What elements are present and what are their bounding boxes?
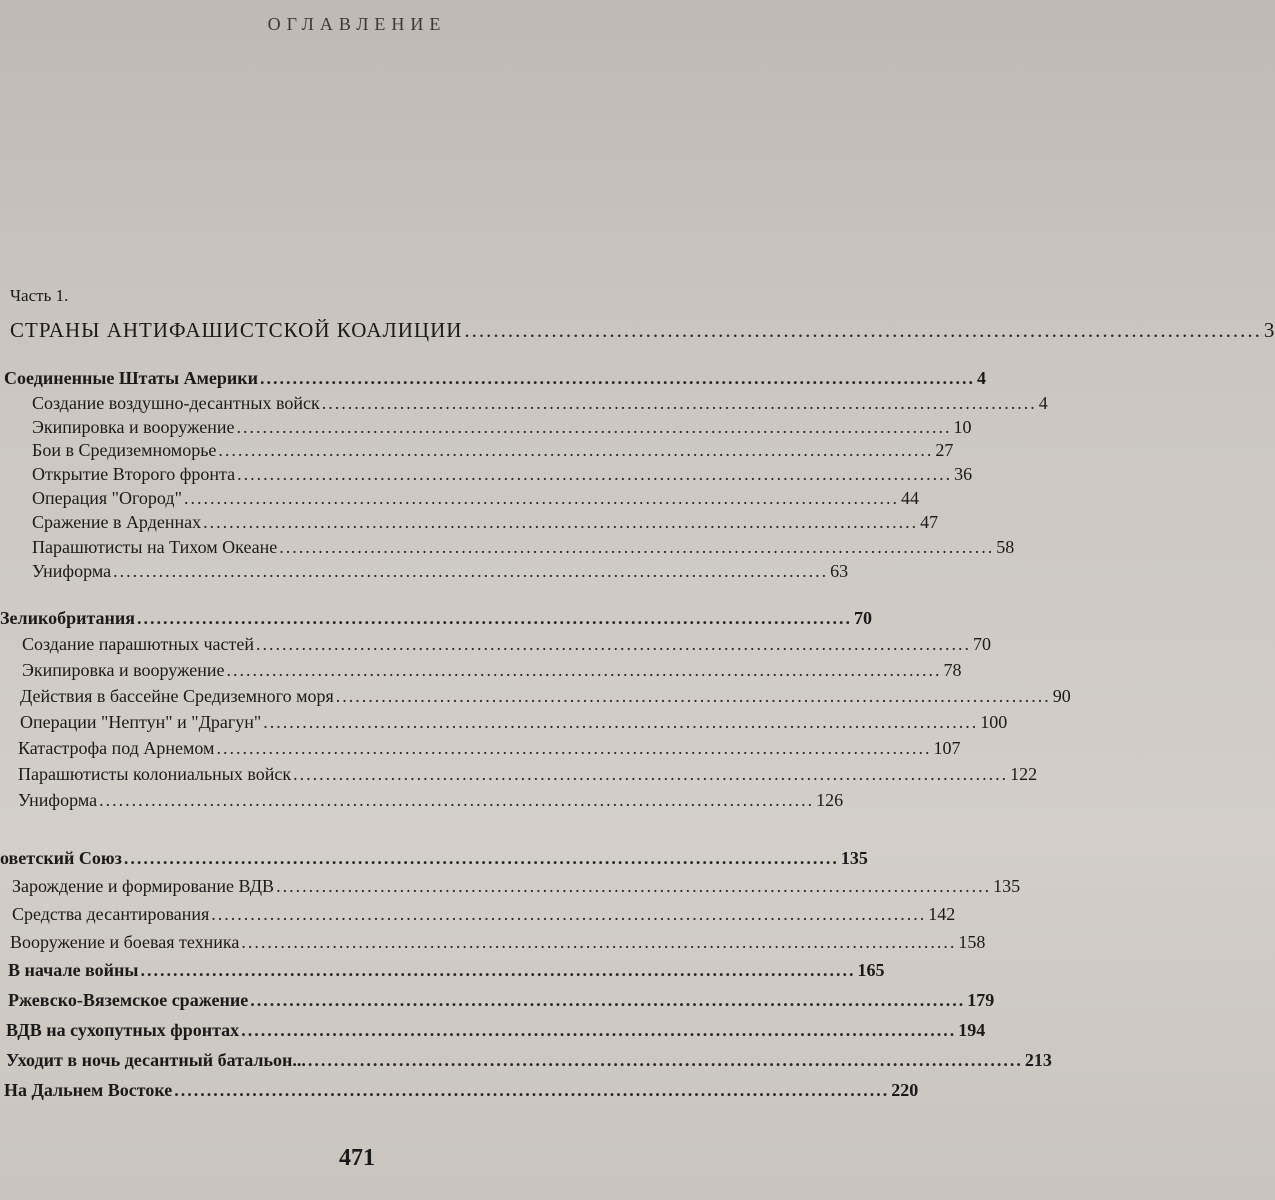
toc-entry-page: 44	[900, 488, 919, 508]
toc-entry-title: Средства десантирования	[12, 904, 210, 924]
leader-dots: ..............................................................................................................	[174, 1080, 890, 1100]
leader-dots: ..............................................................................................................	[99, 790, 815, 810]
toc-entry-title: Действия в бассейне Средиземного моря	[20, 686, 334, 706]
toc-entry-page: 47	[920, 512, 939, 532]
toc-entry-title: СТРАНЫ АНТИФАШИСТСКОЙ КОАЛИЦИИ	[10, 318, 463, 342]
toc-entry-title: Операция "Огород"	[32, 488, 182, 508]
leader-dots: ..............................................................................................................	[260, 368, 976, 388]
toc-section-uk	[0, 608, 873, 629]
toc-entry-page: 58	[996, 537, 1015, 557]
toc-entry-page: 78	[943, 660, 962, 680]
toc-entry-title: Катастрофа под Арнемом	[18, 738, 215, 758]
toc-entry	[20, 712, 1008, 733]
toc-entry-page: 10	[953, 417, 972, 437]
toc-entry	[10, 932, 986, 953]
toc-entry	[32, 561, 849, 582]
leader-dots: ..............................................................................................................	[236, 417, 952, 437]
toc-entry-title: ВДВ на сухопутных фронтах	[6, 1020, 240, 1040]
part-label: Часть 1.	[10, 286, 69, 305]
page-number: 471	[339, 1145, 375, 1171]
toc-entry	[18, 790, 844, 811]
toc-entry-page: 90	[1052, 686, 1071, 706]
toc-entry-title: Парашютисты на Тихом Океане	[32, 537, 278, 557]
toc-entry-page: 213	[1024, 1050, 1052, 1070]
toc-entry-page: 3	[1263, 318, 1275, 342]
leader-dots: ..............................................................................................................	[203, 512, 919, 532]
toc-entry-page: 122	[1010, 764, 1038, 784]
toc-entry	[22, 634, 991, 655]
toc-entry	[20, 686, 1071, 707]
toc-entry-page: 70	[973, 634, 991, 654]
leader-dots: ..............................................................................................................	[293, 764, 1009, 784]
toc-section-title: оветский Союз	[0, 848, 122, 868]
toc-entry-page: 135	[993, 876, 1021, 896]
leader-dots: ..............................................................................................................	[279, 537, 995, 557]
toc-entry-title: Ржевско-Вяземское сражение	[8, 990, 249, 1010]
toc-entry	[18, 764, 1038, 785]
toc-entry-page: 179	[967, 990, 995, 1010]
toc-entry-title: На Дальнем Востоке	[4, 1080, 173, 1100]
toc-entry-title: Уходит в ночь десантный батальон...	[6, 1050, 306, 1070]
toc-entry-page: 100	[980, 712, 1008, 732]
toc-entry	[32, 512, 939, 533]
toc-entry-title: Открытие Второго фронта	[32, 464, 236, 484]
toc-section-page: 4	[977, 368, 987, 388]
toc-entry	[6, 1050, 1052, 1071]
toc-entry	[12, 876, 1021, 897]
toc-entry-title: Операции "Нептун" и "Драгун"	[20, 712, 262, 732]
leader-dots: ..............................................................................................................	[241, 1020, 957, 1040]
leader-dots: ..............................................................................................................	[263, 712, 979, 732]
toc-entry	[22, 660, 962, 681]
toc-entry-title: Создание парашютных частей	[22, 634, 254, 654]
leader-dots: ..............................................................................................................	[307, 1050, 1023, 1070]
leader-dots: ..............................................................................................................	[335, 686, 1051, 706]
toc-entry	[32, 488, 919, 509]
toc-entry-page: 126	[816, 790, 844, 810]
toc-entry-page: 220	[891, 1080, 919, 1100]
leader-dots: ..............................................................................................................	[218, 440, 934, 460]
toc-entry	[32, 464, 973, 485]
toc-entry-page: 63	[830, 561, 849, 581]
toc-entry	[4, 1080, 919, 1101]
toc-entry-page: 194	[958, 1020, 986, 1040]
page-title: ОГЛАВЛЕНИЕ	[267, 14, 447, 34]
toc-entry-title: Униформа	[18, 790, 98, 810]
toc-entry	[32, 417, 972, 438]
toc-entry	[8, 960, 885, 981]
toc-entry	[18, 738, 961, 759]
toc-section-title: Зеликобритания	[0, 608, 136, 628]
leader-dots: ..............................................................................................................	[276, 876, 992, 896]
leader-dots: ..............................................................................................................	[241, 932, 957, 952]
toc-entry-page: 107	[933, 738, 961, 758]
leader-dots: ..............................................................................................................	[123, 848, 839, 868]
toc-entry	[32, 440, 954, 461]
toc-entry-page: 4	[1038, 393, 1048, 413]
toc-section-usa	[4, 368, 987, 389]
toc-entry-page: 142	[928, 904, 956, 924]
toc-section-page: 135	[840, 848, 868, 868]
toc-entry-title: Униформа	[32, 561, 112, 581]
toc-entry-title: Парашютисты колониальных войск	[18, 764, 292, 784]
leader-dots: ..............................................................................................................	[216, 738, 932, 758]
leader-dots: ..............................................................................................................	[140, 960, 856, 980]
toc-entry-title: В начале войны	[8, 960, 139, 980]
toc-entry-page: 165	[857, 960, 885, 980]
toc-entry-title: Сражение в Арденнах	[32, 512, 202, 532]
toc-entry	[32, 537, 1015, 558]
toc-section-page: 70	[854, 608, 873, 628]
leader-dots: ..............................................................................................................	[250, 990, 966, 1010]
leader-dots: ..............................................................................................................	[211, 904, 927, 924]
leader-dots: ..............................................................................................................	[321, 393, 1037, 413]
toc-entry-part	[10, 318, 1275, 343]
toc-section-title: Соединенные Штаты Америки	[4, 368, 259, 388]
leader-dots: ..............................................................................................................	[256, 634, 971, 654]
toc-entry-page: 27	[935, 440, 954, 460]
toc-entry	[8, 990, 995, 1011]
toc-entry-page: 36	[954, 464, 973, 484]
leader-dots: ..............................................................................................................	[237, 464, 953, 484]
toc-entry-title: Вооружение и боевая техника	[10, 932, 240, 952]
toc-entry-title: Создание воздушно-десантных войск	[32, 393, 320, 413]
leader-dots: ..............................................................................................................	[137, 608, 853, 628]
leader-dots: ..............................................................................................................	[226, 660, 942, 680]
toc-entry-title: Зарождение и формирование ВДВ	[12, 876, 275, 896]
toc-entry	[32, 393, 1048, 414]
leader-dots: ..............................................................................................................	[183, 488, 899, 508]
leader-dots: ..............................................................................................................	[464, 318, 1262, 342]
toc-entry-page: 158	[958, 932, 986, 952]
toc-entry-title: Экипировка и вооружение	[22, 660, 225, 680]
toc-section-ussr	[0, 848, 868, 869]
leader-dots: ..............................................................................................................	[113, 561, 829, 581]
toc-entry	[6, 1020, 986, 1041]
toc-entry-title: Экипировка и вооружение	[32, 417, 235, 437]
toc-entry-title: Бои в Средиземноморье	[32, 440, 217, 460]
toc-entry	[12, 904, 956, 925]
